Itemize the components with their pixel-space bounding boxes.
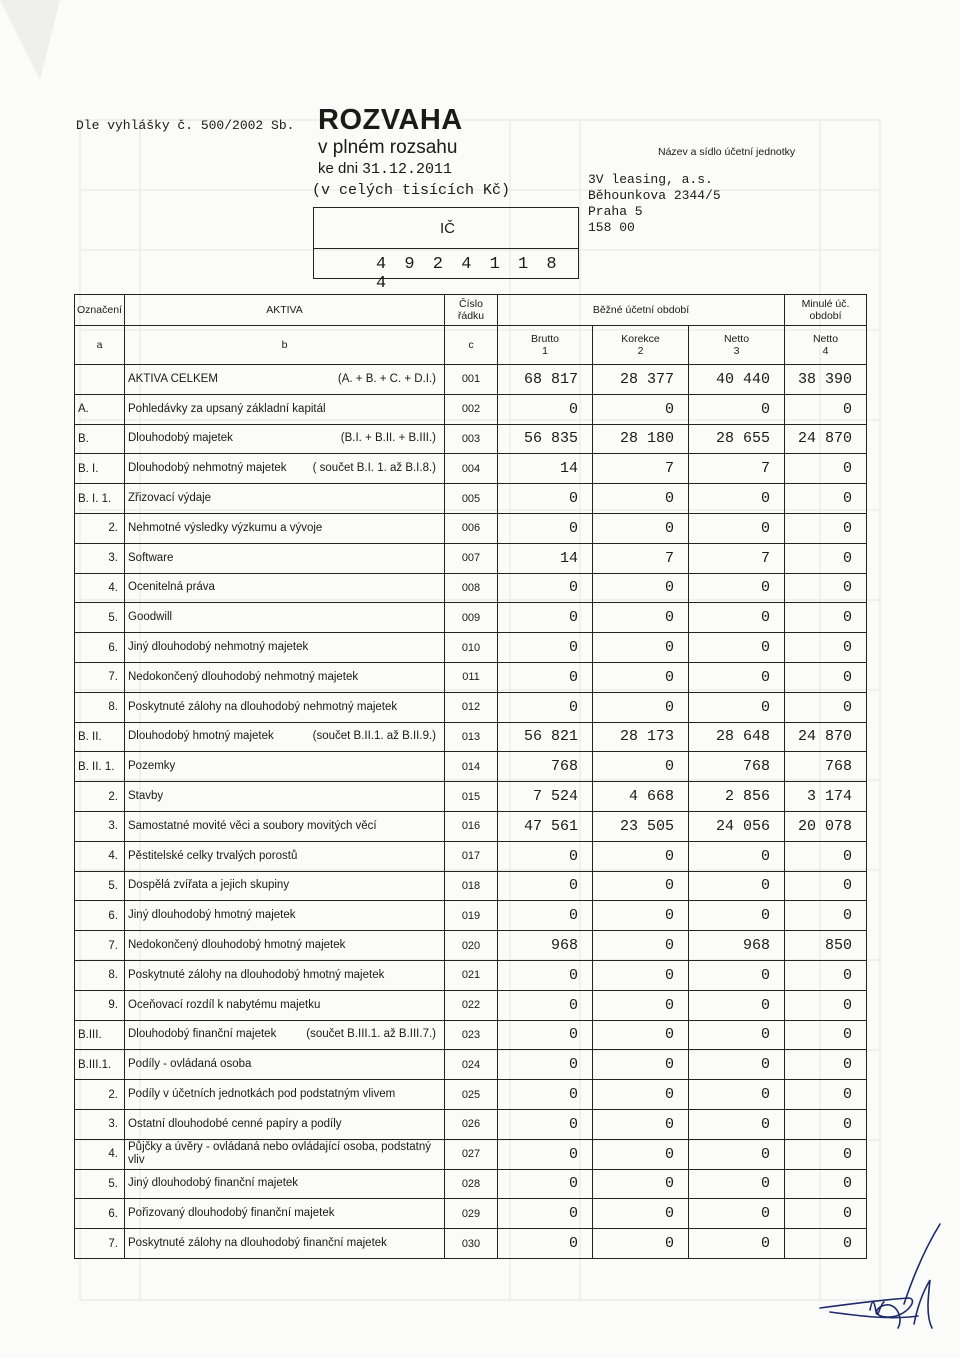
brutto-value: 0	[498, 871, 593, 901]
row-label: Samostatné movité věci a soubory movitých věcí	[125, 811, 445, 841]
row-designation: 8.	[75, 960, 125, 990]
korekce-value: 0	[593, 633, 689, 663]
row-label: Poskytnuté zálohy na dlouhodobý hmotný majetek	[125, 960, 445, 990]
row-label: Jiný dlouhodobý finanční majetek	[125, 1169, 445, 1199]
netto-value: 0	[689, 1199, 785, 1229]
decree-reference: Dle vyhlášky č. 500/2002 Sb.	[76, 118, 295, 133]
row-label-cell	[125, 454, 445, 484]
table-row	[75, 811, 867, 841]
row-label: Zřizovací výdaje	[125, 484, 445, 514]
row-designation: 2.	[75, 513, 125, 543]
netto-number: 3	[733, 345, 740, 357]
col-header-prior-period: Minulé úč. období	[785, 295, 867, 326]
row-number: 011	[445, 662, 498, 692]
korekce-value: 0	[593, 692, 689, 722]
row-designation: 6.	[75, 1199, 125, 1229]
row-label: Podíly - ovládaná osoba	[125, 1050, 445, 1080]
ic-box	[313, 207, 579, 293]
korekce-value: 7	[593, 454, 689, 484]
row-label: Dlouhodobý hmotný majetek	[128, 730, 274, 743]
netto-value: 0	[689, 1139, 785, 1169]
row-label: Poskytnuté zálohy na dlouhodobý nehmotný majetek	[125, 692, 445, 722]
netto-value: 7	[689, 454, 785, 484]
korekce-value: 0	[593, 1020, 689, 1050]
netto-value: 768	[689, 752, 785, 782]
prior-netto-value: 20 078	[785, 811, 867, 841]
row-designation: 6.	[75, 633, 125, 663]
netto-value: 0	[689, 573, 785, 603]
brutto-value: 0	[498, 1139, 593, 1169]
prior-netto-value: 24 870	[785, 424, 867, 454]
table-row	[75, 394, 867, 424]
row-designation: 7.	[75, 662, 125, 692]
col-header-assets: AKTIVA	[125, 295, 445, 326]
netto-value: 0	[689, 901, 785, 931]
prior-netto-value: 768	[785, 752, 867, 782]
brutto-value: 47 561	[498, 811, 593, 841]
table-row	[75, 424, 867, 454]
date-label: ke dni	[318, 160, 359, 177]
entity-address	[588, 172, 721, 236]
brutto-value: 56 821	[498, 722, 593, 752]
netto-value: 0	[689, 841, 785, 871]
row-formula: ( součet B.I. 1. až B.I.8.)	[312, 462, 436, 475]
korekce-value: 0	[593, 871, 689, 901]
handwritten-signature	[800, 1220, 950, 1350]
row-designation: B. I.	[75, 454, 125, 484]
row-number: 030	[445, 1229, 498, 1259]
row-designation: B.	[75, 424, 125, 454]
entity-city: Praha 5	[588, 204, 643, 219]
netto-value: 968	[689, 931, 785, 961]
netto-value: 40 440	[689, 365, 785, 395]
table-row	[75, 901, 867, 931]
row-label: Nehmotné výsledky výzkumu a vývoje	[125, 513, 445, 543]
brutto-value: 0	[498, 1109, 593, 1139]
row-label: Půjčky a úvěry - ovládaná nebo ovládající osoba, podstatný vliv	[125, 1139, 445, 1169]
table-row	[75, 573, 867, 603]
brutto-value: 0	[498, 990, 593, 1020]
ic-value: 4 9 2 4 1 1 8 4	[376, 255, 561, 293]
col-header-netto	[689, 326, 785, 365]
table-row	[75, 871, 867, 901]
table-row	[75, 782, 867, 812]
netto-value: 0	[689, 990, 785, 1020]
row-number: 019	[445, 901, 498, 931]
row-label: Jiný dlouhodobý hmotný majetek	[125, 901, 445, 931]
korekce-value: 28 377	[593, 365, 689, 395]
row-label: Pohledávky za upsaný základní kapitál	[125, 394, 445, 424]
prior-netto-value: 0	[785, 1050, 867, 1080]
row-designation: 4.	[75, 841, 125, 871]
row-label: Goodwill	[125, 603, 445, 633]
row-number: 025	[445, 1080, 498, 1110]
prior-netto-value: 0	[785, 692, 867, 722]
row-designation: B.III.	[75, 1020, 125, 1050]
netto-value: 0	[689, 960, 785, 990]
row-label: Stavby	[125, 782, 445, 812]
prior-netto-value: 850	[785, 931, 867, 961]
row-designation: 5.	[75, 603, 125, 633]
row-number: 001	[445, 365, 498, 395]
row-number: 004	[445, 454, 498, 484]
entity-name: 3V leasing, a.s.	[588, 172, 713, 187]
row-designation: 4.	[75, 573, 125, 603]
row-label: Ocenitelná práva	[125, 573, 445, 603]
row-number: 012	[445, 692, 498, 722]
col-header-netto-prior	[785, 326, 867, 365]
row-label: Dospělá zvířata a jejich skupiny	[125, 871, 445, 901]
row-number: 028	[445, 1169, 498, 1199]
row-label-cell	[125, 722, 445, 752]
korekce-value: 0	[593, 513, 689, 543]
brutto-value: 0	[498, 841, 593, 871]
prior-netto-value: 0	[785, 960, 867, 990]
row-number: 020	[445, 931, 498, 961]
row-number: 017	[445, 841, 498, 871]
prior-netto-value: 0	[785, 573, 867, 603]
row-number: 003	[445, 424, 498, 454]
prior-netto-value: 0	[785, 662, 867, 692]
korekce-value: 0	[593, 841, 689, 871]
brutto-value: 0	[498, 484, 593, 514]
netto-prior-number: 4	[822, 345, 829, 357]
brutto-value: 0	[498, 1020, 593, 1050]
table-row	[75, 752, 867, 782]
row-number: 023	[445, 1020, 498, 1050]
row-number: 024	[445, 1050, 498, 1080]
table-row	[75, 960, 867, 990]
korekce-value: 0	[593, 1199, 689, 1229]
row-designation: 6.	[75, 901, 125, 931]
netto-value: 0	[689, 394, 785, 424]
table-row	[75, 1109, 867, 1139]
row-label: Dlouhodobý majetek	[128, 432, 233, 445]
prior-netto-value: 0	[785, 1229, 867, 1259]
korekce-value: 28 180	[593, 424, 689, 454]
brutto-value: 0	[498, 603, 593, 633]
prior-netto-value: 0	[785, 543, 867, 573]
balance-sheet-table	[74, 294, 867, 1259]
as-of-date	[318, 160, 452, 178]
units-note: (v celých tisících Kč)	[312, 182, 511, 199]
brutto-number: 1	[542, 345, 548, 357]
korekce-value: 0	[593, 1169, 689, 1199]
prior-netto-value: 0	[785, 1080, 867, 1110]
brutto-value: 14	[498, 454, 593, 484]
netto-value: 0	[689, 662, 785, 692]
korekce-value: 0	[593, 484, 689, 514]
row-label: Oceňovací rozdíl k nabytému majetku	[125, 990, 445, 1020]
netto-value: 0	[689, 1109, 785, 1139]
row-label: Pozemky	[125, 752, 445, 782]
prior-netto-value: 0	[785, 394, 867, 424]
korekce-value: 0	[593, 960, 689, 990]
row-label-cell	[125, 365, 445, 395]
row-designation: 7.	[75, 1229, 125, 1259]
row-number: 027	[445, 1139, 498, 1169]
document-title: ROZVAHA	[318, 104, 463, 136]
row-number: 016	[445, 811, 498, 841]
prior-netto-value: 0	[785, 603, 867, 633]
netto-value: 0	[689, 1229, 785, 1259]
row-number: 021	[445, 960, 498, 990]
brutto-value: 0	[498, 1199, 593, 1229]
row-designation: B. II.	[75, 722, 125, 752]
prior-netto-value: 0	[785, 1169, 867, 1199]
col-key-a: a	[75, 326, 125, 365]
brutto-value: 14	[498, 543, 593, 573]
korekce-value: 23 505	[593, 811, 689, 841]
korekce-value: 4 668	[593, 782, 689, 812]
ic-label: IČ	[440, 220, 455, 237]
korekce-number: 2	[637, 345, 644, 357]
row-designation: 8.	[75, 692, 125, 722]
netto-value: 2 856	[689, 782, 785, 812]
row-designation: 2.	[75, 1080, 125, 1110]
prior-netto-value: 0	[785, 1109, 867, 1139]
row-label: Software	[125, 543, 445, 573]
row-label-cell	[125, 424, 445, 454]
netto-label: Netto	[723, 333, 750, 345]
prior-netto-value: 0	[785, 1139, 867, 1169]
brutto-value: 0	[498, 662, 593, 692]
prior-netto-value: 0	[785, 990, 867, 1020]
table-row	[75, 365, 867, 395]
document-subtitle: v plném rozsahu	[318, 137, 458, 158]
brutto-value: 0	[498, 513, 593, 543]
prior-netto-value: 0	[785, 841, 867, 871]
row-designation: A.	[75, 394, 125, 424]
prior-netto-value: 38 390	[785, 365, 867, 395]
brutto-value: 968	[498, 931, 593, 961]
row-label: Nedokončený dlouhodobý hmotný majetek	[125, 931, 445, 961]
row-label: Dlouhodobý nehmotný majetek	[128, 462, 287, 475]
korekce-value: 0	[593, 990, 689, 1020]
row-designation: B. II. 1.	[75, 752, 125, 782]
row-label: Pořizovaný dlouhodobý finanční majetek	[125, 1199, 445, 1229]
row-number: 009	[445, 603, 498, 633]
row-designation	[75, 365, 125, 395]
prior-netto-value: 0	[785, 901, 867, 931]
brutto-value: 768	[498, 752, 593, 782]
row-number: 029	[445, 1199, 498, 1229]
col-header-designation: Označení	[75, 295, 125, 326]
netto-value: 28 648	[689, 722, 785, 752]
col-header-brutto	[498, 326, 593, 365]
table-row	[75, 1050, 867, 1080]
prior-netto-value: 0	[785, 454, 867, 484]
row-number: 026	[445, 1109, 498, 1139]
prior-netto-value: 0	[785, 871, 867, 901]
brutto-value: 0	[498, 1080, 593, 1110]
row-number: 013	[445, 722, 498, 752]
row-designation: 5.	[75, 1169, 125, 1199]
row-formula: (B.I. + B.II. + B.III.)	[340, 432, 436, 445]
row-label: Jiný dlouhodobý nehmotný majetek	[125, 633, 445, 663]
table-row	[75, 841, 867, 871]
prior-netto-value: 0	[785, 484, 867, 514]
brutto-value: 0	[498, 1169, 593, 1199]
netto-value: 0	[689, 484, 785, 514]
table-row	[75, 633, 867, 663]
entity-street: Běhounkova 2344/5	[588, 188, 721, 203]
korekce-value: 0	[593, 1139, 689, 1169]
entity-zip: 158 00	[588, 220, 635, 235]
col-key-b: b	[125, 326, 445, 365]
row-number: 018	[445, 871, 498, 901]
row-formula: (součet B.III.1. až B.III.7.)	[306, 1028, 436, 1041]
row-label: Podíly v účetních jednotkách pod podstatným vlivem	[125, 1080, 445, 1110]
table-row	[75, 722, 867, 752]
row-number: 006	[445, 513, 498, 543]
table-row	[75, 454, 867, 484]
netto-value: 0	[689, 513, 785, 543]
row-formula: (součet B.II.1. až B.II.9.)	[312, 730, 436, 743]
row-designation: 4.	[75, 1139, 125, 1169]
brutto-value: 68 817	[498, 365, 593, 395]
brutto-value: 0	[498, 1229, 593, 1259]
row-designation: 3.	[75, 543, 125, 573]
row-number: 002	[445, 394, 498, 424]
netto-value: 0	[689, 1020, 785, 1050]
row-number: 015	[445, 782, 498, 812]
netto-prior-label: Netto	[812, 333, 839, 345]
brutto-value: 0	[498, 692, 593, 722]
table-row	[75, 692, 867, 722]
table-row	[75, 990, 867, 1020]
korekce-value: 0	[593, 901, 689, 931]
prior-netto-value: 0	[785, 1199, 867, 1229]
table-row	[75, 484, 867, 514]
brutto-value: 0	[498, 573, 593, 603]
brutto-value: 7 524	[498, 782, 593, 812]
row-number: 008	[445, 573, 498, 603]
korekce-value: 0	[593, 394, 689, 424]
row-number: 010	[445, 633, 498, 663]
netto-value: 28 655	[689, 424, 785, 454]
row-designation: 2.	[75, 782, 125, 812]
row-label-cell	[125, 1020, 445, 1050]
table-row	[75, 1199, 867, 1229]
table-row	[75, 543, 867, 573]
korekce-value: 0	[593, 662, 689, 692]
row-label: Ostatní dlouhodobé cenné papíry a podíly	[125, 1109, 445, 1139]
table-row	[75, 603, 867, 633]
netto-value: 24 056	[689, 811, 785, 841]
brutto-value: 0	[498, 633, 593, 663]
netto-value: 0	[689, 603, 785, 633]
row-number: 007	[445, 543, 498, 573]
brutto-value: 0	[498, 960, 593, 990]
netto-value: 0	[689, 1050, 785, 1080]
row-label: Nedokončený dlouhodobý nehmotný majetek	[125, 662, 445, 692]
korekce-value: 0	[593, 931, 689, 961]
row-designation: B.III.1.	[75, 1050, 125, 1080]
row-designation: 5.	[75, 871, 125, 901]
row-formula: (A. + B. + C. + D.I.)	[337, 372, 436, 385]
netto-value: 0	[689, 633, 785, 663]
brutto-value: 0	[498, 1050, 593, 1080]
row-designation: 7.	[75, 931, 125, 961]
prior-netto-value: 0	[785, 513, 867, 543]
row-designation: 3.	[75, 1109, 125, 1139]
col-header-row-number: Číslo řádku	[445, 295, 498, 326]
table-row	[75, 662, 867, 692]
date-value: 31.12.2011	[362, 161, 453, 178]
prior-netto-value: 0	[785, 633, 867, 663]
korekce-value: 0	[593, 603, 689, 633]
row-number: 022	[445, 990, 498, 1020]
row-number: 005	[445, 484, 498, 514]
korekce-value: 0	[593, 1050, 689, 1080]
table-row	[75, 1080, 867, 1110]
table-row	[75, 1139, 867, 1169]
row-designation: 3.	[75, 811, 125, 841]
row-label: Pěstitelské celky trvalých porostů	[125, 841, 445, 871]
row-label: AKTIVA CELKEM	[128, 372, 218, 385]
netto-value: 0	[689, 1169, 785, 1199]
brutto-value: 56 835	[498, 424, 593, 454]
col-header-korekce	[593, 326, 689, 365]
korekce-value: 0	[593, 752, 689, 782]
netto-value: 0	[689, 871, 785, 901]
netto-value: 0	[689, 1080, 785, 1110]
table-row	[75, 1169, 867, 1199]
korekce-value: 0	[593, 1229, 689, 1259]
row-label: Dlouhodobý finanční majetek	[128, 1028, 277, 1041]
brutto-label: Brutto	[530, 333, 559, 345]
prior-netto-value: 24 870	[785, 722, 867, 752]
prior-netto-value: 3 174	[785, 782, 867, 812]
table-row	[75, 1229, 867, 1259]
netto-value: 7	[689, 543, 785, 573]
korekce-value: 0	[593, 1109, 689, 1139]
entity-label: Název a sídlo účetní jednotky	[658, 146, 796, 158]
korekce-value: 0	[593, 573, 689, 603]
row-number: 014	[445, 752, 498, 782]
korekce-value: 0	[593, 1080, 689, 1110]
brutto-value: 0	[498, 901, 593, 931]
col-header-current-period: Běžné účetní období	[498, 295, 785, 326]
row-designation: 9.	[75, 990, 125, 1020]
row-designation: B. I. 1.	[75, 484, 125, 514]
brutto-value: 0	[498, 394, 593, 424]
table-row	[75, 931, 867, 961]
netto-value: 0	[689, 692, 785, 722]
korekce-value: 7	[593, 543, 689, 573]
table-row	[75, 513, 867, 543]
korekce-label: Korekce	[621, 333, 660, 345]
korekce-value: 28 173	[593, 722, 689, 752]
table-row	[75, 1020, 867, 1050]
prior-netto-value: 0	[785, 1020, 867, 1050]
col-key-c: c	[445, 326, 498, 365]
row-label: Poskytnuté zálohy na dlouhodobý finanční majetek	[125, 1229, 445, 1259]
